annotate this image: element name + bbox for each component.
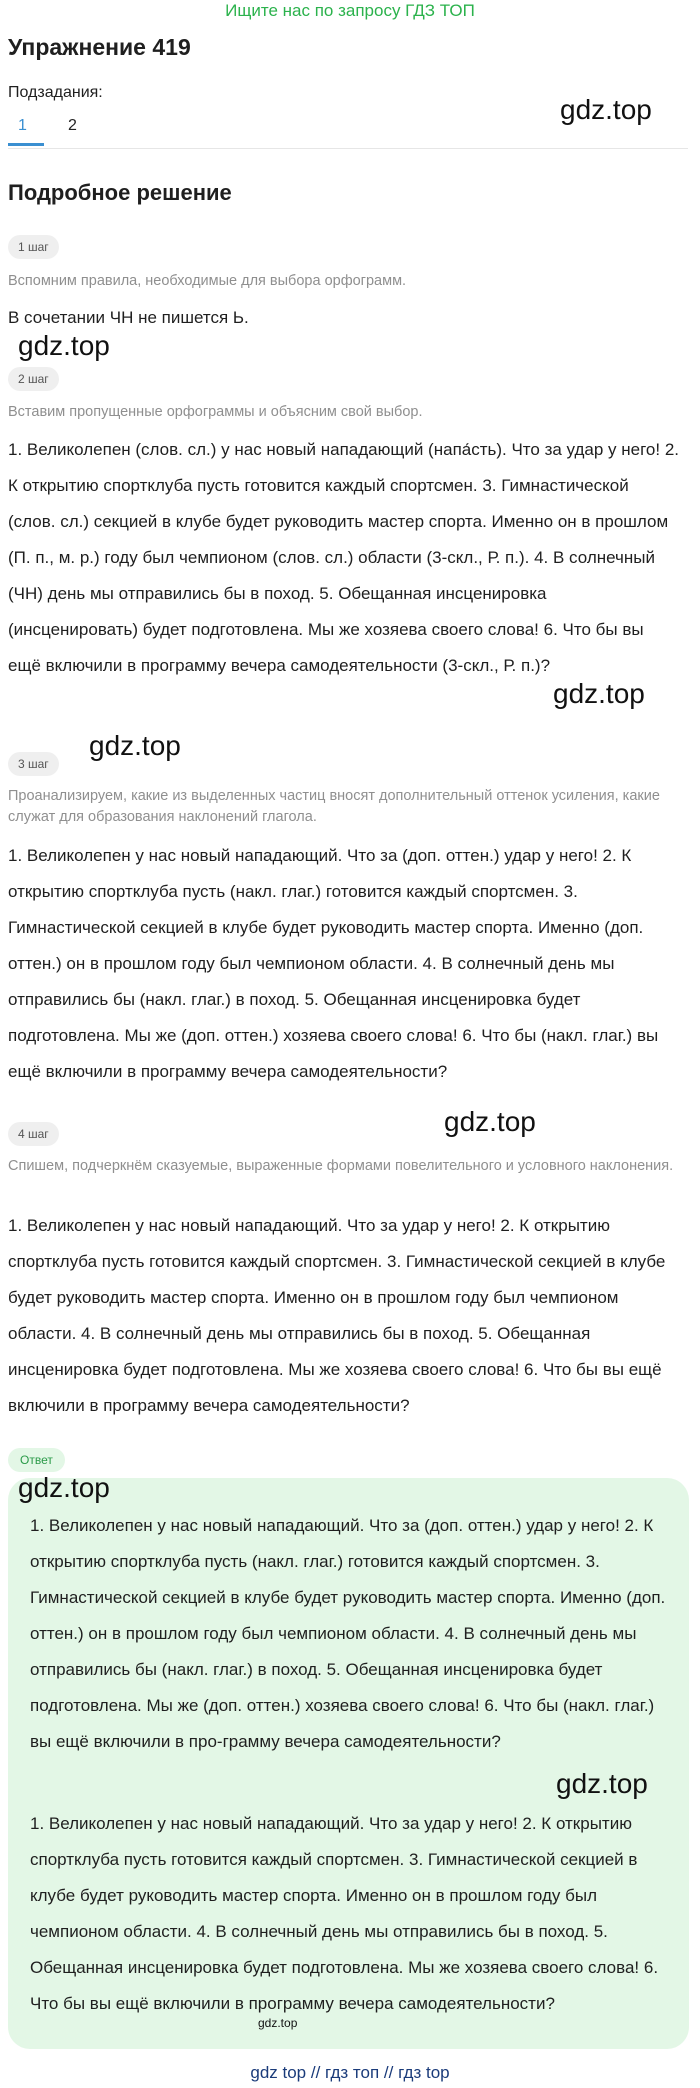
watermark: gdz.top — [18, 1472, 110, 1503]
step-badge: 4 шаг — [8, 1122, 59, 1146]
step-text: 1. Великолепен у нас новый нападающий. Что за удар у него! 2. К открытию спортклуба пусть готовится каждый спортсмен. 3. Гимнастической секцией в клубе будет руководить мастер спорта. Именно он в прошлом году был чемпионом области. 4. В солнечный день мы отправились бы в поход. 5. Обещанная инсценировка будет подготовлена. Мы же хозяева своего слова! 6. Что бы вы ещё включили в программу вечера самодеятельности? — [8, 1216, 666, 1415]
step-hint: Вставим пропущенные орфограммы и объясним свой выбор. — [8, 404, 423, 420]
step-badge: 2 шаг — [8, 367, 59, 391]
watermark: gdz.top — [444, 1106, 536, 1137]
footer-link-gdz-top[interactable]: gdz top — [250, 2063, 307, 2082]
answer-paragraph-2: 1. Великолепен у нас новый нападающий. Что за удар у него! 2. К открытию спортклуба пусть готовится каждый спортсмен. 3. Гимнастической секцией в клубе будет руководить мастер спорта. Именно он в прошлом году был чемпионом области. 4. В солнечный день мы отправились бы в поход. 5. Обещанная инсценировка будет подготовлена. Мы же хозяева своего слова! 6. Что бы вы ещё включили в программу вечера самодеятельности? — [30, 1814, 659, 2013]
footer-link-gdz-top-ru[interactable]: гдз топ — [325, 2063, 380, 2082]
answer-paragraph-1: 1. Великолепен у нас новый нападающий. Что за (доп. оттен.) удар у него! 2. К открытию спортклуба пусть (накл. глаг.) готовится каждый спортсмен. 3. Гимнастической секцией в клубе будет руководить мастер спорта. Именно (доп. оттен.) он в прошлом году был чемпионом области. 4. В солнечный день мы отправились бы (накл. глаг.) в поход. 5. Обещанная инсценировка будет подготовлена. Мы же (доп. оттен.) хозяева своего слова! 6. Что бы (накл. глаг.) вы ещё включили в про-грамму вечера самодеятельности? — [30, 1516, 666, 1751]
footer-separator: // — [310, 2063, 321, 2082]
watermark: gdz.top — [553, 678, 645, 709]
step-hint: Проанализируем, какие из выделенных частиц вносят дополнительный оттенок усиления, какие служат для образования наклонений глагола. — [8, 788, 660, 825]
search-banner: Ищите нас по запросу ГДЗ ТОП — [225, 1, 475, 20]
step-badge: 1 шаг — [8, 235, 59, 259]
section-title: Подробное решение — [8, 180, 232, 205]
watermark: gdz.top — [18, 330, 110, 361]
step-hint: Спишем, подчеркнём сказуемые, выраженные формами повелительного и условного наклонения. — [8, 1158, 674, 1174]
subtasks-label: Подзадания: — [8, 84, 103, 101]
step-text: 1. Великолепен (слов. сл.) у нас новый нападающий (напа́сть). Что за удар у него! 2. К открытию спортклуба пусть готовится каждый спортсмен. 3. Гимнастической (слов. сл.) секцией в клубе будет руководить мастер спорта. Именно он в прошлом (П. п., м. р.) году был чемпионом (слов. сл.) области (3-скл., Р. п.). 4. В солнечный (ЧН) день мы отправились бы в поход. 5. Обещанная инсценировка (инсценировать) будет подготовлена. Мы же хозяева своего слова! 6. Что бы вы ещё включили в программу вечера самодеятельности (3-скл., Р. п.)? — [8, 440, 680, 675]
watermark: gdz.top — [556, 1768, 648, 1799]
watermark: gdz.top — [89, 730, 181, 761]
step-hint: Вспомним правила, необходимые для выбора орфограмм. — [8, 273, 407, 289]
tab-1[interactable]: 1 — [18, 117, 27, 134]
footer-separator: // — [383, 2063, 394, 2082]
watermark-small: gdz.top — [258, 2016, 298, 2030]
answer-badge: Ответ — [8, 1448, 65, 1472]
watermark: gdz.top — [560, 94, 652, 125]
step-text: В сочетании ЧН не пишется Ь. — [8, 308, 249, 327]
step-text: 1. Великолепен у нас новый нападающий. Что за (доп. оттен.) удар у него! 2. К открытию спортклуба пусть (накл. глаг.) готовится каждый спортсмен. 3. Гимнастической секцией в клубе будет руководить мастер спорта. Именно (доп. оттен.) он в прошлом году был чемпионом области. 4. В солнечный день мы отправились бы (накл. глаг.) в поход. 5. Обещанная инсценировка будет подготовлена. Мы же (доп. оттен.) хозяева своего слова! 6. Что бы (накл. глаг.) вы ещё включили в программу вечера самодеятельности? — [8, 846, 659, 1081]
page-title: Упражнение 419 — [8, 34, 191, 60]
footer-links — [0, 2063, 700, 2083]
tab-2[interactable]: 2 — [68, 117, 77, 134]
active-tab-indicator — [8, 143, 44, 146]
step-badge: 3 шаг — [8, 752, 59, 776]
footer-link-gdz-top-mixed[interactable]: гдз top — [398, 2063, 450, 2082]
